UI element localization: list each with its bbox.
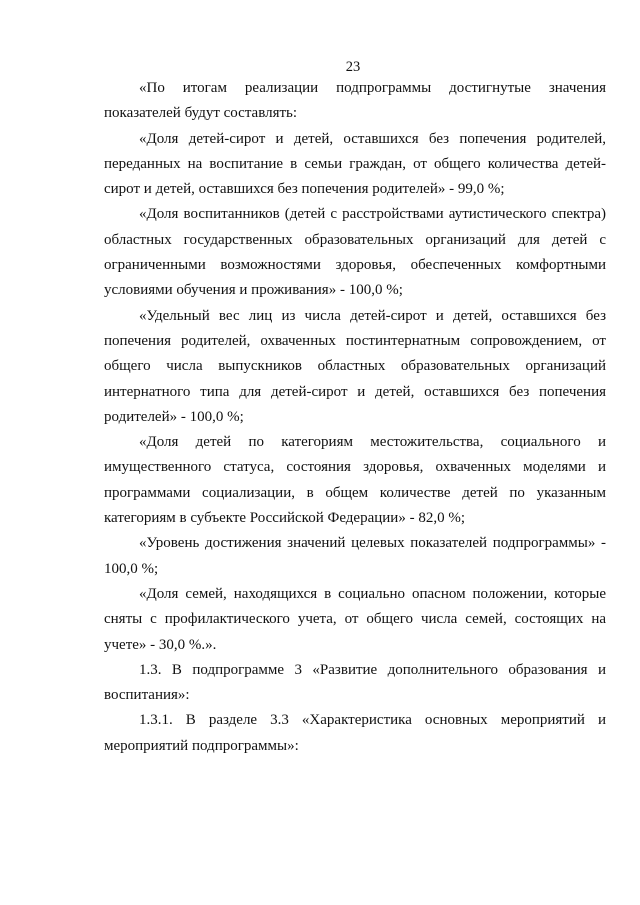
paragraph-target-indicators: «Уровень достижения значений целевых показателей подпрограммы» - 100,0 %; — [104, 535, 606, 577]
page-number: 23 — [345, 59, 361, 75]
paragraph-orphans-families: «Доля детей-сирот и детей, оставшихся без попечения родителей, переданных на воспитание в семьи граждан, от общего количества детей-сирот и детей, оставшихся без попечения родителей» - 99,0 %; — [104, 130, 606, 198]
paragraph-intro: «По итогам реализации подпрограммы достигнутые значения показателей будут составлять: — [104, 80, 606, 122]
paragraph-families-at-risk: «Доля семей, находящихся в социально опасном положении, которые сняты с профилактического учета, от общего числа семей, состоящих на учете» - 30,0 %.». — [104, 585, 606, 653]
paragraph-socialization-programs: «Доля детей по категориям местожительства, социального и имущественного статуса, состояния здоровья, охваченных моделями и программами социализации, в общем количестве детей по указанным категориям в субъекте Российской Федерации» - 82,0 %; — [104, 434, 606, 527]
paragraph-autism-pupils: «Доля воспитанников (детей с расстройствами аутистического спектра) областных государственных образовательных организаций для детей с ограниченными возможностями здоровья, обеспеченных комфортными условиями обучения и проживания» - 100,0 %; — [104, 206, 606, 299]
document-body — [104, 76, 606, 759]
paragraph-subprogram-3: 1.3. В подпрограмме 3 «Развитие дополнительного образования и воспитания»: — [104, 661, 606, 704]
paragraph-post-boarding-support: «Удельный вес лиц из числа детей-сирот и детей, оставшихся без попечения родителей, охваченных постинтернатным сопровождением, от общего числа выпускников областных образовательных организаций интернатного типа для детей-сирот и детей, оставшихся без попечения родителей» - 100,0 %; — [104, 307, 606, 425]
paragraph-section-3-3: 1.3.1. В разделе 3.3 «Характеристика основных мероприятий и мероприятий подпрограммы»: — [104, 712, 606, 754]
